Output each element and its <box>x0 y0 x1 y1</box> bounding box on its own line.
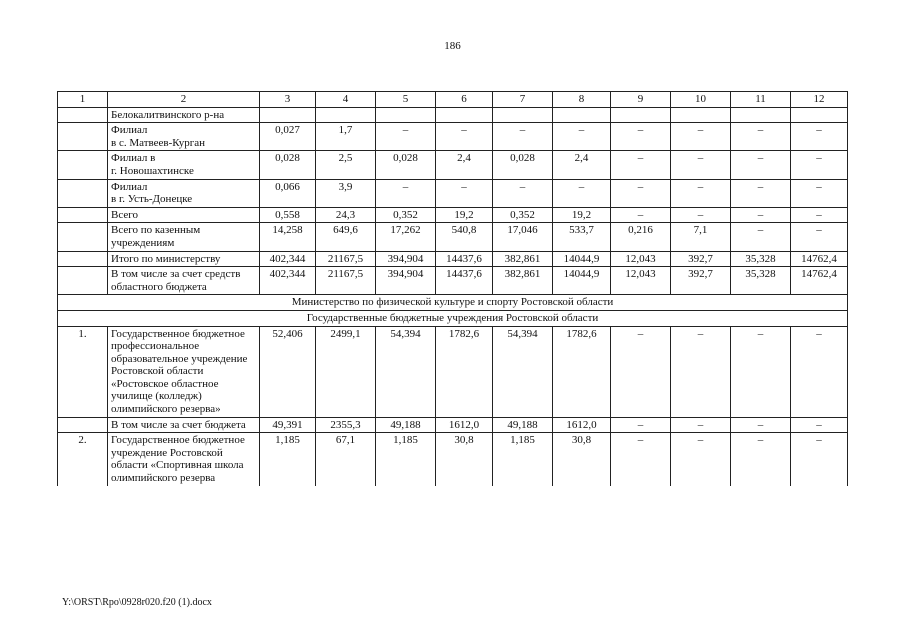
table-cell: 394,904 <box>376 251 436 267</box>
table-cell <box>553 107 611 123</box>
table-cell: – <box>731 417 791 433</box>
table-cell: 30,8 <box>553 433 611 486</box>
table-cell: – <box>671 417 731 433</box>
column-header: 5 <box>376 92 436 108</box>
table-cell: 49,188 <box>493 417 553 433</box>
page-number: 186 <box>444 40 461 52</box>
table-cell: 0,352 <box>493 207 553 223</box>
row-name: Итого по министерству <box>108 251 260 267</box>
row-number: 2. <box>58 433 108 486</box>
table-cell: – <box>731 326 791 417</box>
row-name: Белокалитвинского р-на <box>108 107 260 123</box>
table-cell: 2,4 <box>553 151 611 179</box>
table-cell: – <box>553 123 611 151</box>
table-cell: – <box>493 123 553 151</box>
row-number <box>58 123 108 151</box>
header-row <box>58 92 848 108</box>
table-cell <box>376 107 436 123</box>
column-header: 10 <box>671 92 731 108</box>
column-header: 9 <box>611 92 671 108</box>
table-cell: – <box>611 207 671 223</box>
section-title-row <box>58 295 848 311</box>
table-cell: 1782,6 <box>436 326 493 417</box>
table-row <box>58 417 848 433</box>
table-cell: – <box>493 179 553 207</box>
row-number <box>58 223 108 251</box>
row-name: В том числе за счет средств областного бюджета <box>108 267 260 295</box>
table-cell: 19,2 <box>553 207 611 223</box>
table-cell: 14044,9 <box>553 251 611 267</box>
subsection-title-row <box>58 310 848 326</box>
table-cell: 35,328 <box>731 251 791 267</box>
table-cell: – <box>791 326 848 417</box>
subsection-title: Государственные бюджетные учреждения Ростовской области <box>58 310 848 326</box>
table-cell: 21167,5 <box>316 251 376 267</box>
table-cell: 14437,6 <box>436 267 493 295</box>
table-cell: – <box>671 207 731 223</box>
table-cell: – <box>791 179 848 207</box>
table-cell: 0,558 <box>260 207 316 223</box>
table-cell: 54,394 <box>493 326 553 417</box>
column-header: 2 <box>108 92 260 108</box>
column-header: 4 <box>316 92 376 108</box>
table-cell: – <box>791 207 848 223</box>
row-name: В том числе за счет бюджета <box>108 417 260 433</box>
table-cell: – <box>791 417 848 433</box>
column-header: 11 <box>731 92 791 108</box>
table-cell: 21167,5 <box>316 267 376 295</box>
table-cell <box>731 107 791 123</box>
row-number <box>58 179 108 207</box>
table-cell: 54,394 <box>376 326 436 417</box>
row-number <box>58 251 108 267</box>
table-cell: – <box>791 151 848 179</box>
table-cell: 394,904 <box>376 267 436 295</box>
column-header: 7 <box>493 92 553 108</box>
row-number <box>58 417 108 433</box>
table-cell <box>260 107 316 123</box>
table-cell: 402,344 <box>260 267 316 295</box>
table-cell: – <box>436 179 493 207</box>
table-cell: – <box>611 151 671 179</box>
table-cell: 14762,4 <box>791 267 848 295</box>
table-cell: 392,7 <box>671 251 731 267</box>
table-cell: – <box>731 179 791 207</box>
section-title: Министерство по физической культуре и спорту Ростовской области <box>58 295 848 311</box>
table-row <box>58 107 848 123</box>
table-cell: 392,7 <box>671 267 731 295</box>
table-row <box>58 267 848 295</box>
table-cell: – <box>791 123 848 151</box>
table-cell: 14437,6 <box>436 251 493 267</box>
data-table <box>57 91 848 486</box>
row-name: Всего <box>108 207 260 223</box>
table-cell: 12,043 <box>611 251 671 267</box>
row-name: Филиал в г. Новошахтинске <box>108 151 260 179</box>
table-cell: – <box>376 123 436 151</box>
table-row <box>58 151 848 179</box>
table-cell: 1,185 <box>260 433 316 486</box>
table-cell <box>791 107 848 123</box>
table-cell: 14762,4 <box>791 251 848 267</box>
table-cell: 0,352 <box>376 207 436 223</box>
table-cell: – <box>791 433 848 486</box>
row-name: Филиал в г. Усть-Донецке <box>108 179 260 207</box>
table-cell: 24,3 <box>316 207 376 223</box>
table-cell: 1,185 <box>493 433 553 486</box>
table-cell: 2355,3 <box>316 417 376 433</box>
table-cell: 17,262 <box>376 223 436 251</box>
row-name: Филиал в с. Матвеев-Курган <box>108 123 260 151</box>
table-cell: 540,8 <box>436 223 493 251</box>
table-cell <box>671 107 731 123</box>
table-cell: 14,258 <box>260 223 316 251</box>
table-cell: 1782,6 <box>553 326 611 417</box>
table-cell: – <box>611 123 671 151</box>
row-number: 1. <box>58 326 108 417</box>
row-number <box>58 207 108 223</box>
table-cell: – <box>671 123 731 151</box>
table-cell: 49,188 <box>376 417 436 433</box>
row-name: Государственное бюджетное учреждение Ростовской области «Спортивная школа олимпийского резерва <box>108 433 260 486</box>
row-number <box>58 107 108 123</box>
table-cell: 1612,0 <box>553 417 611 433</box>
table-cell: 0,028 <box>493 151 553 179</box>
table-cell: – <box>611 433 671 486</box>
table-cell: 2,5 <box>316 151 376 179</box>
table-cell: 2,4 <box>436 151 493 179</box>
table-row <box>58 223 848 251</box>
table-row <box>58 123 848 151</box>
table-cell <box>493 107 553 123</box>
table-cell: 0,066 <box>260 179 316 207</box>
table-row <box>58 179 848 207</box>
table-cell: – <box>731 223 791 251</box>
table-cell: 533,7 <box>553 223 611 251</box>
table-cell: 1,185 <box>376 433 436 486</box>
table-cell: – <box>791 223 848 251</box>
table-cell <box>436 107 493 123</box>
table-cell: 2499,1 <box>316 326 376 417</box>
column-header: 3 <box>260 92 316 108</box>
table-cell: 17,046 <box>493 223 553 251</box>
table-cell: 0,028 <box>260 151 316 179</box>
column-header: 8 <box>553 92 611 108</box>
table-cell: – <box>671 179 731 207</box>
table-cell: – <box>731 151 791 179</box>
table-cell: 0,216 <box>611 223 671 251</box>
table-cell: 649,6 <box>316 223 376 251</box>
table-cell: – <box>731 433 791 486</box>
table-row <box>58 433 848 486</box>
table-cell: 0,027 <box>260 123 316 151</box>
table-cell: 14044,9 <box>553 267 611 295</box>
table-cell: 3,9 <box>316 179 376 207</box>
table-cell: 382,861 <box>493 251 553 267</box>
table-cell: 12,043 <box>611 267 671 295</box>
table-cell <box>316 107 376 123</box>
column-header: 12 <box>791 92 848 108</box>
table-cell <box>611 107 671 123</box>
table-cell: – <box>611 326 671 417</box>
table-cell: – <box>436 123 493 151</box>
table-cell: 67,1 <box>316 433 376 486</box>
table-cell: – <box>671 151 731 179</box>
table-cell: 1,7 <box>316 123 376 151</box>
table-row <box>58 326 848 417</box>
table-cell: 52,406 <box>260 326 316 417</box>
table-cell: 0,028 <box>376 151 436 179</box>
table-cell: 402,344 <box>260 251 316 267</box>
table-cell: 19,2 <box>436 207 493 223</box>
table-cell: 49,391 <box>260 417 316 433</box>
row-name: Всего по казенным учреждениям <box>108 223 260 251</box>
table-cell: – <box>731 207 791 223</box>
row-number <box>58 267 108 295</box>
table-cell: 382,861 <box>493 267 553 295</box>
table-cell: 30,8 <box>436 433 493 486</box>
row-name: Государственное бюджетное профессиональное образовательное учреждение Ростовской области «Ростовское областное училище (колледж) олимпийского резерва» <box>108 326 260 417</box>
footer-file-path: Y:\ORST\Rpo\0928r020.f20 (1).docx <box>62 597 212 608</box>
table-cell: – <box>671 326 731 417</box>
table-row <box>58 251 848 267</box>
table-cell: – <box>731 123 791 151</box>
table-row <box>58 207 848 223</box>
table-cell: 35,328 <box>731 267 791 295</box>
row-number <box>58 151 108 179</box>
table-cell: – <box>553 179 611 207</box>
table-cell: 1612,0 <box>436 417 493 433</box>
table-cell: 7,1 <box>671 223 731 251</box>
table-cell: – <box>671 433 731 486</box>
table-cell: – <box>611 179 671 207</box>
table-cell: – <box>376 179 436 207</box>
column-header: 1 <box>58 92 108 108</box>
column-header: 6 <box>436 92 493 108</box>
table-cell: – <box>611 417 671 433</box>
